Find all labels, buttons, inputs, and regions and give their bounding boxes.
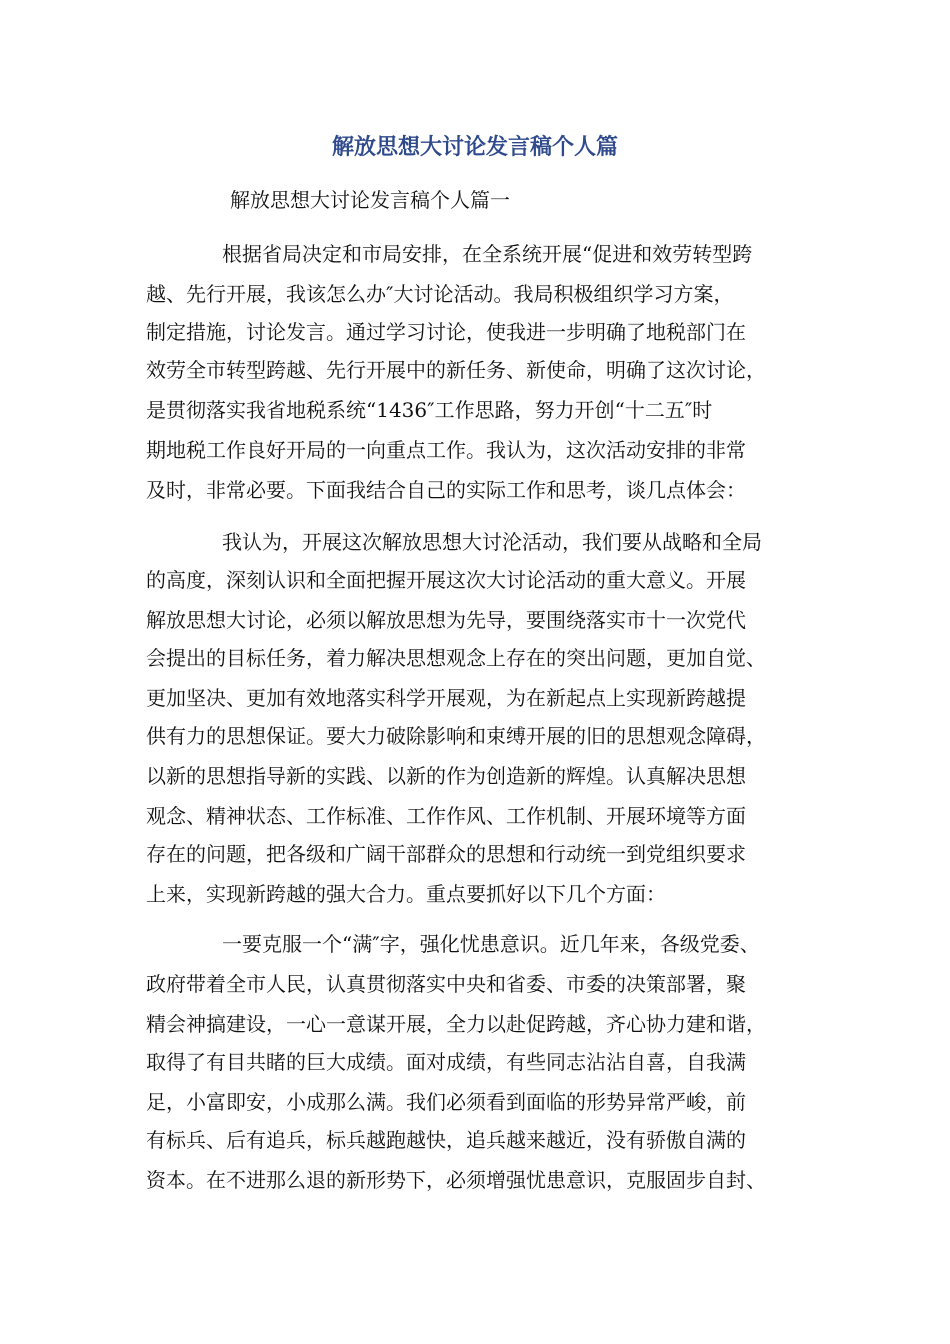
paragraph-3-line-7: 资本。在不进那么退的新形势下，必须增强忧患意识，克服固步自封、 — [146, 1168, 766, 1192]
paragraph-1-line-5: 是贯彻落实我省地税系统“1436″工作思路，努力开创“十二五″时 — [146, 398, 713, 422]
paragraph-2-line-8: 观念、精神状态、工作标准、工作作风、工作机制、开展环境等方面 — [146, 804, 746, 828]
paragraph-1-line-1: 根据省局决定和市局安排，在全系统开展“促进和效劳转型跨 — [222, 242, 753, 266]
paragraph-3-line-1: 一要克服一个“满″字，强化忧患意识。近几年来，各级党委、 — [222, 932, 760, 956]
paragraph-3-line-2: 政府带着全市人民，认真贯彻落实中央和省委、市委的决策部署，聚 — [146, 972, 746, 996]
paragraph-3-line-4: 取得了有目共睹的巨大成绩。面对成绩，有些同志沾沾自喜，自我满 — [146, 1050, 746, 1074]
paragraph-3-line-6: 有标兵、后有追兵，标兵越跑越快，追兵越来越近，没有骄傲自满的 — [146, 1128, 746, 1152]
paragraph-2-line-10: 上来，实现新跨越的强大合力。重点要抓好以下几个方面： — [146, 882, 666, 906]
paragraph-2-line-9: 存在的问题，把各级和广阔干部群众的思想和行动统一到党组织要求 — [146, 842, 746, 866]
paragraph-1-line-4: 效劳全市转型跨越、先行开展中的新任务、新使命，明确了这次讨论， — [146, 358, 766, 382]
paragraph-2-line-6: 供有力的思想保证。要大力破除影响和束缚开展的旧的思想观念障碍， — [146, 724, 766, 748]
paragraph-2-line-4: 会提出的目标任务，着力解决思想观念上存在的突出问题，更加自觉、 — [146, 646, 766, 670]
paragraph-1-line-3: 制定措施，讨论发言。通过学习讨论，使我进一步明确了地税部门在 — [146, 320, 746, 344]
paragraph-1-line-6: 期地税工作良好开局的一向重点工作。我认为，这次活动安排的非常 — [146, 438, 746, 462]
paragraph-2-line-7: 以新的思想指导新的实践、以新的作为创造新的辉煌。认真解决思想 — [146, 764, 746, 788]
paragraph-2-line-2: 的高度，深刻认识和全面把握开展这次大讨论活动的重大意义。开展 — [146, 568, 746, 592]
paragraph-3-line-3: 精会神搞建设，一心一意谋开展，全力以赴促跨越，齐心协力建和谐， — [146, 1012, 766, 1036]
section-subtitle: 解放思想大讨论发言稿个人篇一 — [230, 188, 510, 212]
page-title: 解放思想大讨论发言稿个人篇 — [331, 135, 618, 160]
paragraph-2-line-5: 更加坚决、更加有效地落实科学开展观，为在新起点上实现新跨越提 — [146, 686, 746, 710]
paragraph-1-line-7: 及时，非常必要。下面我结合自己的实际工作和思考，谈几点体会： — [146, 478, 746, 502]
paragraph-2-line-3: 解放思想大讨论，必须以解放思想为先导，要围绕落实市十一次党代 — [146, 608, 746, 632]
paragraph-3-line-5: 足，小富即安，小成那么满。我们必须看到面临的形势异常严峻，前 — [146, 1090, 746, 1114]
paragraph-2-line-1: 我认为，开展这次解放思想大讨沦活动，我们要从战略和全局 — [222, 530, 762, 554]
paragraph-1-line-2: 越、先行开展，我该怎么办″大讨论活动。我局积极组织学习方案， — [146, 282, 734, 306]
